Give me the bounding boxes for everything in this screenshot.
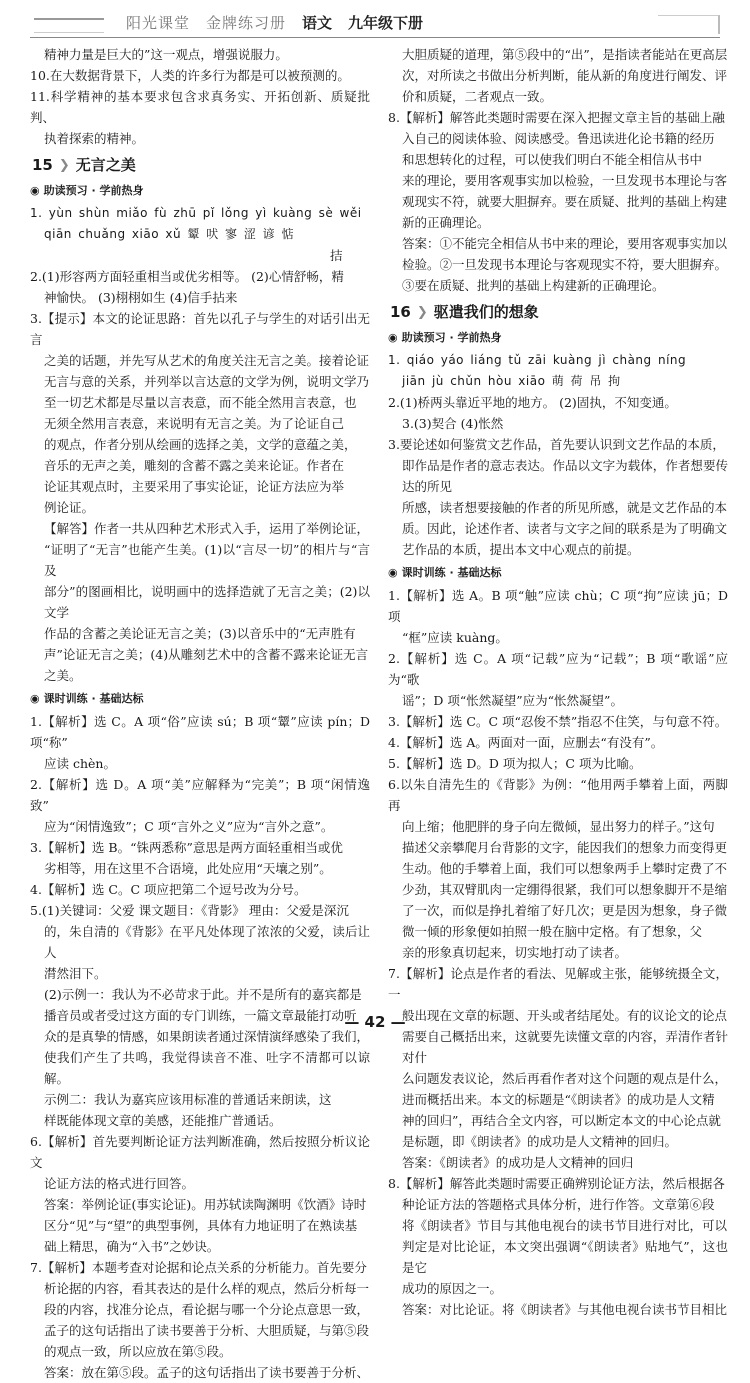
header-decoration-icon	[658, 15, 720, 34]
text-line: 检验。②一旦发现书本理论与客观现实不符，要大胆摒弃。	[402, 257, 728, 272]
text-line: 执着探索的精神。	[44, 131, 145, 146]
text-line: 答案：《朗读者》的成功是人文精神的回归	[402, 1155, 634, 1170]
text-line: 答案：举例论证(事实论证)。用苏轼读陶渊明《饮酒》诗时	[44, 1197, 367, 1212]
text-line: 大胆质疑的道理，第⑤段中的“出”，是指读者能站在更高层	[402, 47, 728, 62]
text-line: 精神力量是巨大的”这一观点，增强说服力。	[44, 47, 288, 62]
text-line: 答案：对比论证。将《朗读者》与其他电视台读书节目相比	[402, 1302, 728, 1317]
right-column	[388, 44, 728, 1320]
text-line: 么问题发表议论，然后再看作者对这个问题的观点是什么，	[402, 1071, 728, 1086]
text-line: 论证方法的格式进行回答。	[44, 1176, 195, 1191]
text-line: 论证其观点时，主要采用了事实论证，论证方法应为举	[44, 479, 345, 494]
text-line: 音乐的无声之美，雕刻的含蓄不露之美来论证。作者在	[44, 458, 345, 473]
text-line: “证明了“无言”也能产生美。(1)以“言尽一切”的相片与“言及	[44, 542, 370, 578]
text-line: 微一倾的形象便如拍照一般在脑中定格。有了想象，父	[402, 924, 703, 939]
subsection-tag	[30, 688, 370, 709]
text-line: 孟子的这句话指出了读书要善于分析、大胆质疑，与第⑤段	[44, 1323, 370, 1338]
pinyin-line: 拮	[330, 248, 343, 263]
text-line: (2)示例一：我认为不必苛求于此。并不是所有的嘉宾都是	[44, 987, 362, 1002]
text-line: 至一切艺术都是尽量以言表意，而不能全然用言表意，也	[44, 395, 357, 410]
text-line: 7.【解析】论点是作者的看法、见解或主张，能够统摄全文，一	[388, 966, 728, 1002]
text-line: 质。因此，论述作者、读者与文字之间的联系是为了明确文	[402, 521, 728, 536]
text-line: 即作品是作者的意志表达。作品以文字为载体，作者想要传达的所见	[402, 458, 728, 494]
text-line: 使我们产生了共鸣，我觉得读音不准、吐字不清都可以谅解。	[44, 1050, 370, 1086]
section-title: 无言之美	[75, 156, 136, 174]
text-line: 向上缩；他肥胖的身子向左微倾，显出努力的样子。”这句	[402, 819, 715, 834]
series-name: 金牌练习册	[206, 14, 287, 32]
text-line: 7.【解析】本题考查对论据和论点关系的分析能力。首先要分	[30, 1260, 367, 1275]
text-line: 描述父亲攀爬月台背影的文字，能因我们的想象力而变得更	[402, 840, 728, 855]
section-heading-15	[32, 155, 370, 176]
text-line: 6.【解析】首先要判断论证方法判断准确，然后按照分析议论文	[30, 1134, 370, 1170]
text-line: 4.【解析】选 C。C 项应把第二个逗号改为分号。	[30, 882, 307, 897]
text-line: 无言与意的关系，并列举以言达意的文学为例，说明文学乃	[44, 374, 370, 389]
chevron-right-icon: ❯	[416, 305, 428, 320]
subject-name: 语文	[302, 14, 333, 32]
text-line: 潸然泪下。	[44, 966, 107, 981]
subsection-tag	[388, 327, 728, 348]
text-line: 2.(1)桥两头靠近平地的地方。 (2)固执，不知变通。	[388, 395, 677, 410]
subsection-label: 课时训练 · 基础达标	[43, 692, 144, 705]
section-title: 驱遣我们的想象	[433, 303, 539, 321]
text-line: 谣”；D 项“怅然凝望”应为“怅然凝望”。	[402, 693, 623, 708]
flag-icon: ◉	[30, 692, 40, 705]
text-line: 种论证方法的答题格式具体分析，进行作答。文章第⑥段	[402, 1197, 715, 1212]
text-line: 新的正确理论。	[402, 215, 490, 230]
text-line: 4.【解析】选 A。两面对一面，应删去“有没有”。	[388, 735, 664, 750]
section-heading-16	[390, 302, 728, 323]
logo-icon	[30, 12, 110, 34]
text-line: 之美的话题，并先写从艺术的角度关注无言之美。接着论证	[44, 353, 370, 368]
text-line: 3.要论述如何鉴赏文艺作品，首先要认识到文艺作品的本质，	[388, 437, 725, 452]
text-line: 5.(1)关键词：父爱 课文题目：《背影》 理由：父爱是深沉	[30, 903, 349, 918]
text-line: 的，朱自清的《背影》在平凡处体现了浓浓的父爱，读后让人	[44, 924, 370, 960]
flag-icon: ◉	[388, 566, 398, 579]
text-line: 例论证。	[44, 500, 95, 515]
text-line: 判定是对比论证，本文突出强调“《朗读者》贴地气”，这也是它	[402, 1239, 728, 1275]
text-line: “框”应读 kuàng。	[402, 630, 508, 645]
text-line: 声”论证无言之美；(4)从雕刻艺术中的含蓄不露来论证无言	[44, 647, 369, 662]
text-line: 来的理论，要用客观事实加以检验，一旦发现书本理论与客	[402, 173, 728, 188]
pinyin-line: 1. yùn shùn miǎo fù zhū pǐ lǒng yì kuàng sè wěi	[30, 206, 362, 220]
text-line: 3.【提示】本文的论证思路：首先以孔子与学生的对话引出无言	[30, 311, 370, 347]
text-line: 入自己的阅读体验、阅读感受。鲁迅读进化论书籍的经历	[402, 131, 715, 146]
text-line: 进而概括出来。本文的标题是“《朗读者》的成功是人文精	[402, 1092, 715, 1107]
text-line: 价和质疑，二者观点一致。	[402, 89, 553, 104]
left-column	[30, 44, 370, 1383]
pinyin-line: qiān chuǎng xiāo xǔ 颦 吠 寥 涩 谚 惦	[44, 227, 294, 241]
grade-name: 九年级下册	[348, 14, 424, 32]
text-line: 8.【解析】解答此类题时需要正确辨别论证方法，然后根据各	[388, 1176, 725, 1191]
text-line: 艺作品的本质，提出本文中心观点的前提。	[402, 542, 640, 557]
text-line: 的观点一致，所以应放在第⑤段。	[44, 1344, 232, 1359]
text-line: 和思想转化的过程，可以使我们明白不能全相信从书中	[402, 152, 703, 167]
text-line: 2.【解析】选 C。A 项“记载”应为“记载”；B 项“歌谣”应为“歌	[388, 651, 728, 687]
text-line: 答案：①不能完全相信从书中来的理论，要用客观事实加以	[402, 236, 728, 251]
page-header	[30, 8, 720, 38]
text-line: 3.【解析】选 B。“铢两悉称”意思是两方面轻重相当或优	[30, 840, 343, 855]
section-number: 16	[390, 303, 411, 321]
text-line: 少劲，其双臂肌肉一定绷得很紧，我们可以想象脚开不是缩	[402, 882, 728, 897]
text-line: 1.【解析】选 A。B 项“触”应读 chù；C 项“拘”应读 jū；D 项	[388, 588, 728, 624]
subsection-label: 课时训练 · 基础达标	[401, 566, 502, 579]
text-line: 区分“见”与“望”的典型事例，具体有力地证明了在熟读基	[44, 1218, 358, 1233]
text-line: 成功的原因之一。	[402, 1281, 503, 1296]
text-line: 8.【解析】解答此类题时需要在深入把握文章主旨的基础上融	[388, 110, 725, 125]
text-line: 将《朗读者》节目与其他电视台的读书节目进行对比，可以	[402, 1218, 728, 1233]
flag-icon: ◉	[30, 184, 40, 197]
text-line: 次，对所读之书做出分析判断，能从新的角度进行阐发、评	[402, 68, 728, 83]
text-line: 3.【解析】选 C。C 项“忍俊不禁”指忍不住笑，与句意不符。	[388, 714, 728, 729]
text-line: 【解答】作者一共从四种艺术形式入手，运用了举例论证，	[44, 521, 370, 536]
pinyin-line: jiān jù chǔn hòu xiāo 萌 荷 吊 拘	[402, 374, 621, 388]
text-line: 亲的形象真切起来，切实地打动了读者。	[402, 945, 628, 960]
text-line: 示例二：我认为嘉宾应该用标准的普通话来朗读，这	[44, 1092, 332, 1107]
text-line: 劣相等，用在这里不合语境，此处应用“天壤之别”。	[44, 861, 332, 876]
text-line: 播音员或者受过这方面的专门训练，一篇文章最能打动听	[44, 1008, 357, 1023]
text-line: 样既能体现文章的美感，还能推广普通话。	[44, 1113, 282, 1128]
text-line: 生动。他的手攀着上面，我们可以想象两手上攀时定费了不	[402, 861, 728, 876]
text-line: 应读 chèn。	[44, 756, 116, 771]
text-line: 2.(1)形容两方面轻重相当或优劣相等。 (2)心情舒畅，精	[30, 269, 344, 284]
text-line: 是标题，即《朗读者》的成功是人文精神的回归。	[402, 1134, 678, 1149]
text-line: 所感，读者想要接触的作者的所见所感，就是文艺作品的本	[402, 500, 728, 515]
brand-name: 阳光课堂	[126, 14, 191, 32]
text-line: 应为“闲情逸致”；C 项“言外之义”应为“言外之意”。	[44, 819, 334, 834]
answer-3	[30, 308, 370, 686]
subsection-label: 助读预习 · 学前热身	[401, 331, 502, 344]
text-line: 需要自己概括出来，这就要先读懂文章的内容，弄清作者针对什	[402, 1029, 728, 1065]
text-line: ③要在质疑、批判的基础上构建新的正确理论。	[402, 278, 665, 293]
text-line: 6.以朱自清先生的《背影》为例：“他用两手攀着上面，两脚再	[388, 777, 728, 813]
text-line: 答案：放在第⑤段。孟子的这句话指出了读书要善于分析、	[44, 1365, 370, 1380]
text-line: 础上精思，确为“入书”之妙诀。	[44, 1239, 220, 1254]
text-line: 1.【解析】选 C。A 项“俗”应读 sú；B 项“颦”应读 pín；D 项“称”	[30, 714, 370, 750]
text-line: 的观点，作者分别从绘画的选择之美，文学的意蕴之美，	[44, 437, 357, 452]
text-line: 5.【解析】选 D。D 项为拟人；C 项为比喻。	[388, 756, 642, 771]
text-line: 11.科学精神的基本要求包含求真务实、开拓创新、质疑批判、	[30, 89, 370, 125]
flag-icon: ◉	[388, 331, 398, 344]
pinyin-line: 1. qiáo yáo liáng tǔ zāi kuàng jì chàng níng	[388, 353, 687, 367]
section-number: 15	[32, 156, 53, 174]
text-line: 观现实不符，就要大胆摒弃。要在质疑、批判的基础上构建	[402, 194, 728, 209]
text-line: 作品的含蓄之美论证无言之美；(3)以音乐中的“无声胜有	[44, 626, 356, 641]
text-line: 神愉快。 (3)栩栩如生 (4)信手拈来	[44, 290, 238, 305]
chevron-right-icon: ❯	[58, 158, 70, 173]
text-line: 众的是真挚的情感，如果朗读者通过深情演绎感染了我们，	[44, 1029, 370, 1044]
text-line: 段的内容，找准分论点，看论据与哪一个分论点意思一致，	[44, 1302, 370, 1317]
subsection-label: 助读预习 · 学前热身	[43, 184, 144, 197]
text-line: 无须全然用言表意，来说明有无言之美。为了论证自己	[44, 416, 345, 431]
text-line: 3.(3)契合 (4)怅然	[402, 416, 504, 431]
subsection-tag	[30, 180, 370, 201]
text-line: 之美。	[44, 668, 82, 683]
text-line: 神的回归”，再结合全文内容，可以断定本文的中心论点就	[402, 1113, 721, 1128]
text-line: 析论据的内容，看其表达的是什么样的观点，然后分析每一	[44, 1281, 370, 1296]
subsection-tag	[388, 562, 728, 583]
text-line: 2.【解析】选 D。A 项“美”应解释为“完美”；B 项“闲情逸致”	[30, 777, 370, 813]
text-line: 部分”的图画相比，说明画中的选择造就了无言之美；(2)以文学	[44, 584, 370, 620]
text-line: 10.在大数据背景下，人类的许多行为都是可以被预测的。	[30, 68, 350, 83]
text-line: 了一次，而似是挣扎着缩了好几次；更是因为想象，身子微	[402, 903, 728, 918]
page-number: — 42 —	[344, 1013, 406, 1031]
text-line: 般出现在文章的标题、开头或者结尾处。有的议论文的论点	[402, 1008, 728, 1023]
